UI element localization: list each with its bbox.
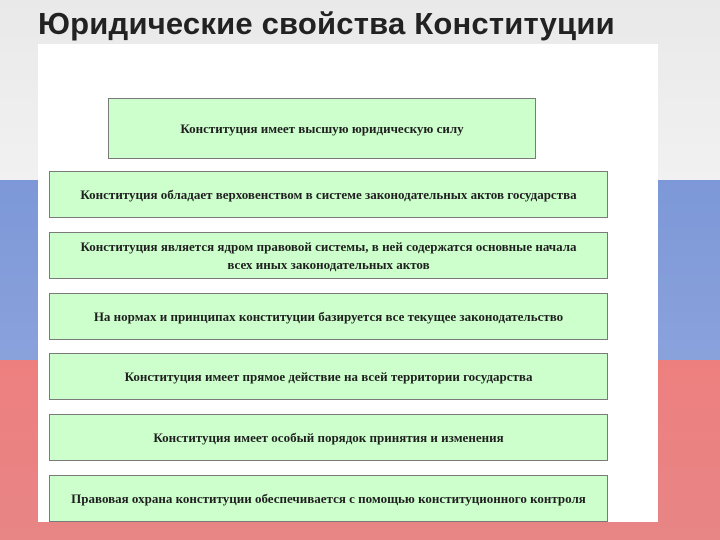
property-box-legislation-basis: На нормах и принципах конституции базируется все текущее законодательство <box>49 293 608 340</box>
property-box-amendment-procedure: Конституция имеет особый порядок принятия и изменения <box>49 414 608 461</box>
property-box-legal-core: Конституция является ядром правовой системы, в ней содержатся основные начала всех иных законодательных актов <box>49 232 608 279</box>
property-box-supreme-force: Конституция имеет высшую юридическую силу <box>108 98 536 159</box>
property-box-supremacy: Конституция обладает верховенством в системе законодательных актов государства <box>49 171 608 218</box>
property-box-direct-effect: Конституция имеет прямое действие на всей территории государства <box>49 353 608 400</box>
property-box-legal-protection: Правовая охрана конституции обеспечивается с помощью конституционного контроля <box>49 475 608 522</box>
slide-title: Юридические свойства Конституции <box>38 6 615 41</box>
